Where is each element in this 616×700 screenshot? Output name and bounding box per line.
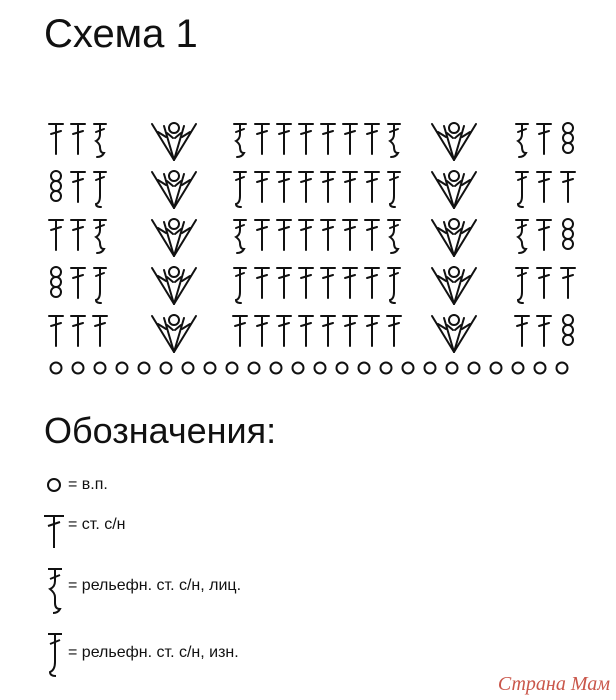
dc-stitch bbox=[277, 124, 291, 154]
dc-stitch bbox=[299, 124, 313, 154]
dc-stitch bbox=[299, 220, 313, 250]
ch3-stitch bbox=[563, 219, 573, 249]
dc-stitch bbox=[343, 268, 357, 298]
dc-stitch bbox=[321, 268, 335, 298]
dc-stitch bbox=[233, 316, 247, 346]
dc-stitch bbox=[321, 220, 335, 250]
chain-stitch-icon bbox=[40, 470, 64, 500]
dc-stitch bbox=[49, 124, 63, 154]
ch3-stitch bbox=[51, 171, 61, 201]
chart-row bbox=[51, 171, 575, 208]
bp-stitch bbox=[388, 172, 400, 207]
dc-stitch bbox=[71, 316, 85, 346]
chain-stitch bbox=[491, 363, 502, 374]
fp-stitch bbox=[234, 124, 246, 157]
bp-stitch bbox=[94, 172, 106, 207]
chain-stitch bbox=[381, 363, 392, 374]
chain-stitch bbox=[403, 363, 414, 374]
chain-stitch bbox=[249, 363, 260, 374]
dc-stitch bbox=[561, 172, 575, 202]
dc-stitch bbox=[343, 316, 357, 346]
dc-stitch bbox=[537, 316, 551, 346]
shell-stitch bbox=[432, 123, 476, 160]
ch3-stitch bbox=[563, 123, 573, 153]
dc-stitch bbox=[321, 124, 335, 154]
legend-text-bpdc: = рельефн. ст. с/н, изн. bbox=[68, 644, 239, 661]
legend-item-dc bbox=[40, 510, 600, 570]
shell-stitch bbox=[432, 267, 476, 304]
fp-stitch bbox=[94, 220, 106, 253]
dc-stitch bbox=[365, 268, 379, 298]
dc-stitch bbox=[49, 316, 63, 346]
dc-stitch bbox=[93, 316, 107, 346]
dc-stitch bbox=[255, 172, 269, 202]
dc-stitch bbox=[255, 316, 269, 346]
diagram-title: Схема 1 bbox=[44, 12, 198, 56]
chain-stitch bbox=[469, 363, 480, 374]
chain-stitch bbox=[117, 363, 128, 374]
legend-text-fpdc: = рельефн. ст. с/н, лиц. bbox=[68, 577, 242, 594]
chart-row bbox=[49, 315, 573, 352]
front-post-double-crochet-icon bbox=[40, 565, 64, 615]
dc-stitch bbox=[365, 124, 379, 154]
back-post-double-crochet-icon bbox=[40, 630, 64, 680]
dc-stitch bbox=[365, 316, 379, 346]
dc-stitch bbox=[321, 316, 335, 346]
double-crochet-icon bbox=[40, 510, 64, 554]
chain-stitch bbox=[183, 363, 194, 374]
fp-stitch bbox=[516, 124, 528, 157]
dc-stitch bbox=[321, 172, 335, 202]
dc-stitch bbox=[537, 124, 551, 154]
chain-stitch bbox=[73, 363, 84, 374]
dc-stitch bbox=[299, 172, 313, 202]
dc-stitch bbox=[365, 220, 379, 250]
chain-stitch bbox=[51, 363, 62, 374]
dc-stitch bbox=[537, 220, 551, 250]
chain-stitch bbox=[425, 363, 436, 374]
dc-stitch bbox=[343, 220, 357, 250]
dc-stitch bbox=[299, 268, 313, 298]
legend-title: Обозначения: bbox=[44, 410, 277, 451]
dc-stitch bbox=[71, 268, 85, 298]
dc-stitch bbox=[277, 172, 291, 202]
dc-stitch bbox=[365, 172, 379, 202]
dc-stitch bbox=[255, 268, 269, 298]
chain-stitch bbox=[513, 363, 524, 374]
chain-stitch bbox=[337, 363, 348, 374]
dc-stitch bbox=[277, 268, 291, 298]
crochet-chart bbox=[0, 110, 616, 380]
fp-stitch bbox=[234, 220, 246, 253]
dc-stitch bbox=[515, 316, 529, 346]
chart-row bbox=[49, 123, 573, 160]
legend-text-chain: = в.п. bbox=[68, 476, 108, 493]
fp-stitch bbox=[516, 220, 528, 253]
dc-stitch bbox=[277, 316, 291, 346]
chain-stitch bbox=[535, 363, 546, 374]
chain-stitch bbox=[161, 363, 172, 374]
shell-stitch bbox=[152, 315, 196, 352]
bp-stitch bbox=[516, 172, 528, 207]
shell-stitch bbox=[152, 219, 196, 256]
dc-stitch bbox=[387, 316, 401, 346]
bp-stitch bbox=[516, 268, 528, 303]
shell-stitch bbox=[152, 123, 196, 160]
dc-stitch bbox=[537, 268, 551, 298]
shell-stitch bbox=[152, 171, 196, 208]
dc-stitch bbox=[71, 124, 85, 154]
dc-stitch bbox=[277, 220, 291, 250]
chart-row bbox=[49, 219, 573, 256]
shell-stitch bbox=[152, 267, 196, 304]
dc-stitch bbox=[71, 172, 85, 202]
chain-stitch bbox=[315, 363, 326, 374]
chain-stitch bbox=[271, 363, 282, 374]
bp-stitch bbox=[94, 268, 106, 303]
legend-text-dc: = ст. с/н bbox=[68, 516, 126, 533]
chart-row bbox=[51, 267, 575, 304]
legend-item-fpdc bbox=[40, 565, 600, 625]
shell-stitch bbox=[432, 315, 476, 352]
chain-stitch bbox=[557, 363, 568, 374]
ch3-stitch bbox=[51, 267, 61, 297]
shell-stitch bbox=[432, 219, 476, 256]
dc-stitch bbox=[343, 124, 357, 154]
dc-stitch bbox=[537, 172, 551, 202]
fp-stitch bbox=[388, 220, 400, 253]
chain-stitch bbox=[227, 363, 238, 374]
dc-stitch bbox=[561, 268, 575, 298]
chain-stitch bbox=[205, 363, 216, 374]
bp-stitch bbox=[234, 268, 246, 303]
chain-stitch bbox=[447, 363, 458, 374]
dc-stitch bbox=[299, 316, 313, 346]
dc-stitch bbox=[49, 220, 63, 250]
fp-stitch bbox=[388, 124, 400, 157]
watermark-logo: Страна Мам bbox=[497, 673, 610, 695]
chain-stitch bbox=[359, 363, 370, 374]
ch3-stitch bbox=[563, 315, 573, 345]
chain-stitch bbox=[293, 363, 304, 374]
dc-stitch bbox=[343, 172, 357, 202]
chain-stitch bbox=[95, 363, 106, 374]
dc-stitch bbox=[255, 124, 269, 154]
fp-stitch bbox=[94, 124, 106, 157]
shell-stitch bbox=[432, 171, 476, 208]
bp-stitch bbox=[388, 268, 400, 303]
foundation-chain bbox=[51, 363, 568, 374]
chain-stitch bbox=[139, 363, 150, 374]
bp-stitch bbox=[234, 172, 246, 207]
dc-stitch bbox=[71, 220, 85, 250]
dc-stitch bbox=[255, 220, 269, 250]
